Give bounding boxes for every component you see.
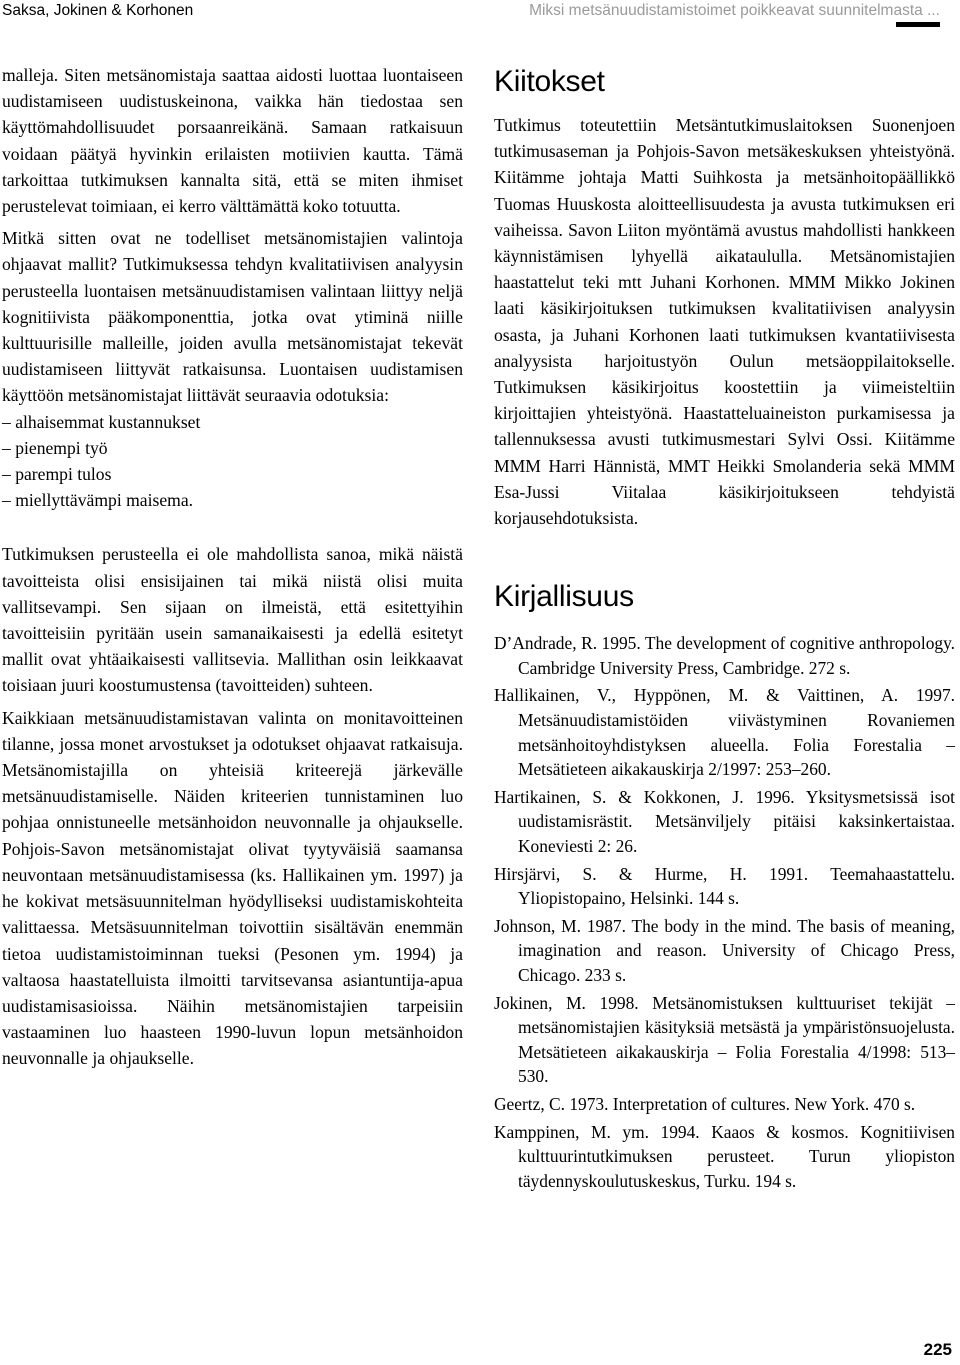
reference-item: D’Andrade, R. 1995. The development of cognitive anthropology. Cambridge University Press, Cambridge. 272 s. <box>494 633 955 678</box>
reference-item: Hartikainen, S. & Kokkonen, J. 1996. Yksitysmetsissä isot uudistamisrästit. Metsänviljely pitäisi kaksinkertaistaa. Koneviesti 2: 26. <box>494 786 955 856</box>
right-column <box>494 62 955 1196</box>
reference-item: Hirsjärvi, S. & Hurme, H. 1991. Teemahaastattelu. Yliopistopaino, Helsinki. 144 s. <box>494 863 955 909</box>
list-item: – miellyttävämpi maisema. <box>2 490 194 511</box>
paragraph-4: Kaikkiaan metsänuudistamistavan valinta on monitavoitteinen tilanne, jossa monet arvostukset ja odotukset ohjaavat ratkaisuja. Metsänomistajilla on yhteisiä kriteerejä järkevälle metsänuudistamiselle. Näiden kriteerien tunnistaminen luo pohjaa onnistuneelle metsänhoidon neuvonnalle ja ohjaukselle. Pohjois-Savon metsänomistajat olivat tyytyväisiä saamansa neuvontaan metsänuudistamisessa (ks. Hallikainen ym. 1997) ja he kokivat metsäsuunnitelman hyödylliseksi uudistamiskohteita valittaessa. Metsäsuunnitelman toivottiin sisältävän enemmän tietoa uudistamistoiminnan tueksi (Pesonen ym. 1994) ja valtaosa haastatelluista ilmoitti tarvitsevansa asiantuntija-apua uudistamisasioissa. Näihin metsänomistajien tarpeisiin vastaaminen luo haasteen 1990-luvun lopun metsänhoidon neuvonnalle ja ohjaukselle. <box>2 707 463 1069</box>
header-authors: Saksa, Jokinen & Korhonen <box>2 2 194 19</box>
paragraph-2: Mitkä sitten ovat ne todelliset metsänomistajien valintoja ohjaavat mallit? Tutkimuksessa tehdyn kvalitatiivisen analyysin perusteella luontaisen metsänuudistamisen valintaan liittyy neljä kognitiivista pääkomponenttia, jotka ovat ytiminä niille kulttuurisille malleille, joiden avulla metsänomistajat tekevät uudistamiseen liittyvät ratkaisunsa. Luontaisen uudistamisen käyttöön metsänomistajat liittävät seuraavia odotuksia: <box>2 228 463 406</box>
list-item: – pienempi työ <box>2 437 108 458</box>
acknowledgements-text: Tutkimus toteutettiin Metsäntutkimuslaitoksen Suonenjoen tutkimusaseman ja Pohjois-Savon metsäkeskuksen yhteistyönä. Kiitämme johtaja Matti Suihkosta ja metsänhoitopäällikkö Tuomas Huuskosta aloitteellisuudesta ja avusta tutkimuksen eri vaiheissa. Savon Liiton myöntämä avustus mahdollisti hankkeen käynnistämisen lyhyellä aikataululla. Metsänomistajien haastattelut teki mtt Juhani Korhonen. MMM Mikko Jokinen laati käsikirjoituksen tutkimuksen kvalitatiivisen analyysin osasta, ja Juhani Korhonen laati tutkimuksen kvantatiivisesta analyysista harjoitustyön Oulun metsäoppilaitokselle. Tutkimuksen käsikirjoitus koostettiin ja viimeisteltiin kirjoittajien yhteistyönä. Haastatteluaineiston purkamisessa ja tallennuksessa avusti tutkimusmestari Sylvi Ossi. Kiitämme MMM Harri Hännistä, MMT Heikki Smolanderia sekä MMM Esa-Jussi Viitalaa käsikirjoitukseen tehdyistä korjausehdotuksista. <box>494 115 955 529</box>
header-bar-decoration <box>896 22 940 27</box>
acknowledgements-heading: Kiitokset <box>494 65 605 98</box>
reference-item: Jokinen, M. 1998. Metsänomistuksen kulttuuriset tekijät – metsänomistajien käsityksiä metsästä ja ympäristönsuojelusta. Metsätieteen aikakauskirja – Folia Forestalia 4/1998: 513–530. <box>494 992 955 1087</box>
left-column <box>2 62 463 1072</box>
page-number: 225 <box>923 1340 952 1359</box>
paragraph-3: Tutkimuksen perusteella ei ole mahdollista sanoa, mikä näistä tavoitteista olisi ensisijainen tai mikä niistä olisi muita vallitsevampi. Sen sijaan on ilmeistä, että esitettyihin tavoitteisiin pyritään usein samanaikaisesti ja edellä esitetyt mallit ovat yhtäaikaisesti vallitsevia. Mallithan osin leikkaavat toisiaan juuri koostumustensa (tavoitteiden) suhteen. <box>2 544 463 696</box>
reference-item: Hallikainen, V., Hyppönen, M. & Vaittinen, A. 1997. Metsänuudistamistöiden viivästyminen Rovaniemen metsänhoitoyhdistyksen alueella. Folia Forestalia – Metsätieteen aikakauskirja 2/1997: 253–260. <box>494 685 955 780</box>
references-list <box>494 631 955 1193</box>
reference-item: Geertz, C. 1973. Interpretation of cultures. New York. 470 s. <box>494 1093 916 1114</box>
reference-item: Johnson, M. 1987. The body in the mind. The basis of meaning, imagination and reason. University of Chicago Press, Chicago. 233 s. <box>494 915 955 985</box>
references-heading: Kirjallisuus <box>494 580 634 614</box>
header-article-title: Miksi metsänuudistamistoimet poikkeavat suunnitelmasta ... <box>529 2 940 19</box>
expectations-list <box>2 409 463 514</box>
running-header <box>0 0 960 28</box>
reference-item: Kamppinen, M. ym. 1994. Kaaos & kosmos. Kognitiivisen kulttuurintutkimuksen perusteet. Turun yliopiston täydennyskoulutuskeskus, Turku. 194 s. <box>494 1121 955 1191</box>
list-item: – parempi tulos <box>2 464 112 485</box>
list-item: – alhaisemmat kustannukset <box>2 411 201 432</box>
paragraph-1: malleja. Siten metsänomistaja saattaa aidosti luottaa luontaiseen uudistamiseen uudistuskeinona, vaikka hän tiedostaa sen käyttömahdollisuudet porsaanreikänä. Samaan ratkaisuun voidaan päätyä hyvinkin erilaisten motiivien kautta. Tämä tarkoittaa tutkimuksen kannalta sitä, että se miten ihmiset perustelevat toimiaan, ei kerro välttämättä koko totuutta. <box>2 65 463 217</box>
